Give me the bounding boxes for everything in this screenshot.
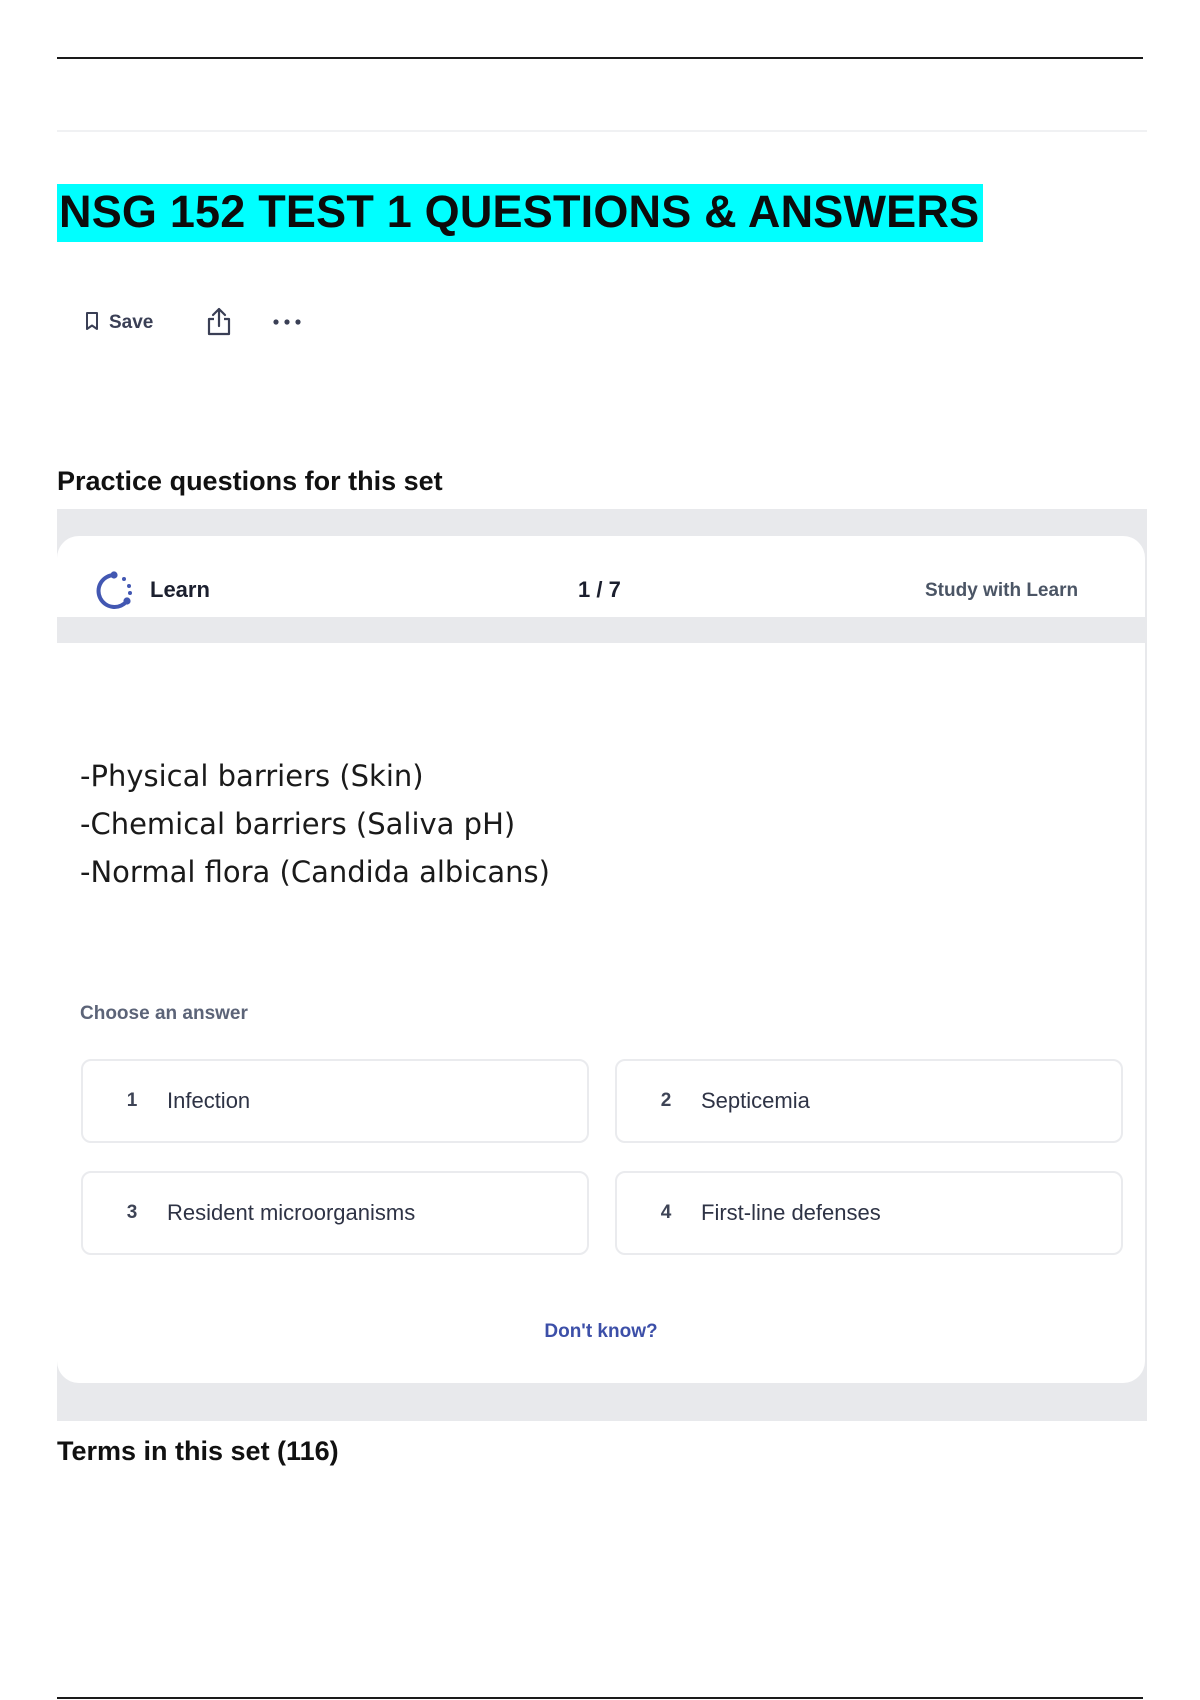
- option-text: Septicemia: [701, 1088, 810, 1113]
- option-number: 4: [660, 1202, 672, 1223]
- question-prompt: [80, 752, 550, 896]
- option-text: First-line defenses: [701, 1200, 881, 1225]
- top-rule: [57, 57, 1143, 59]
- answer-option-3[interactable]: [81, 1171, 589, 1255]
- bookmark-icon: [84, 311, 100, 336]
- terms-heading: Terms in this set (116): [57, 1436, 339, 1466]
- share-button[interactable]: [205, 305, 233, 342]
- option-number: 2: [660, 1090, 672, 1111]
- study-with-learn-link[interactable]: Study with Learn: [925, 580, 1079, 601]
- option-text: Infection: [167, 1088, 251, 1113]
- set-toolbar: [84, 303, 303, 343]
- learn-mode-label: Learn: [150, 577, 210, 602]
- card-header-divider: [57, 617, 1147, 643]
- share-icon: [205, 305, 233, 342]
- option-text: Resident microorganisms: [167, 1200, 416, 1225]
- dont-know-button[interactable]: Don't know?: [544, 1321, 658, 1342]
- answer-option-2[interactable]: [615, 1059, 1123, 1143]
- more-horizontal-icon: [271, 314, 303, 332]
- prompt-line: -Chemical barriers (Saliva pH): [80, 807, 516, 841]
- bottom-rule: [57, 1697, 1143, 1699]
- prompt-line: -Physical barriers (Skin): [80, 759, 424, 793]
- question-progress: 1 / 7: [578, 577, 621, 602]
- option-number: 3: [126, 1202, 138, 1223]
- option-number: 1: [126, 1090, 138, 1111]
- practice-heading: Practice questions for this set: [57, 466, 443, 496]
- header-separator: [57, 130, 1147, 132]
- more-button[interactable]: [271, 314, 303, 332]
- save-label: Save: [109, 312, 154, 333]
- answer-option-1[interactable]: [81, 1059, 589, 1143]
- page-title: NSG 152 TEST 1 QUESTIONS & ANSWERS: [57, 184, 983, 242]
- save-button[interactable]: [84, 311, 153, 336]
- learn-icon: [94, 569, 136, 613]
- choose-answer-label: Choose an answer: [80, 1003, 248, 1024]
- practice-card: [57, 536, 1145, 1383]
- answer-option-4[interactable]: [615, 1171, 1123, 1255]
- prompt-line: -Normal flora (Candida albicans): [80, 855, 550, 889]
